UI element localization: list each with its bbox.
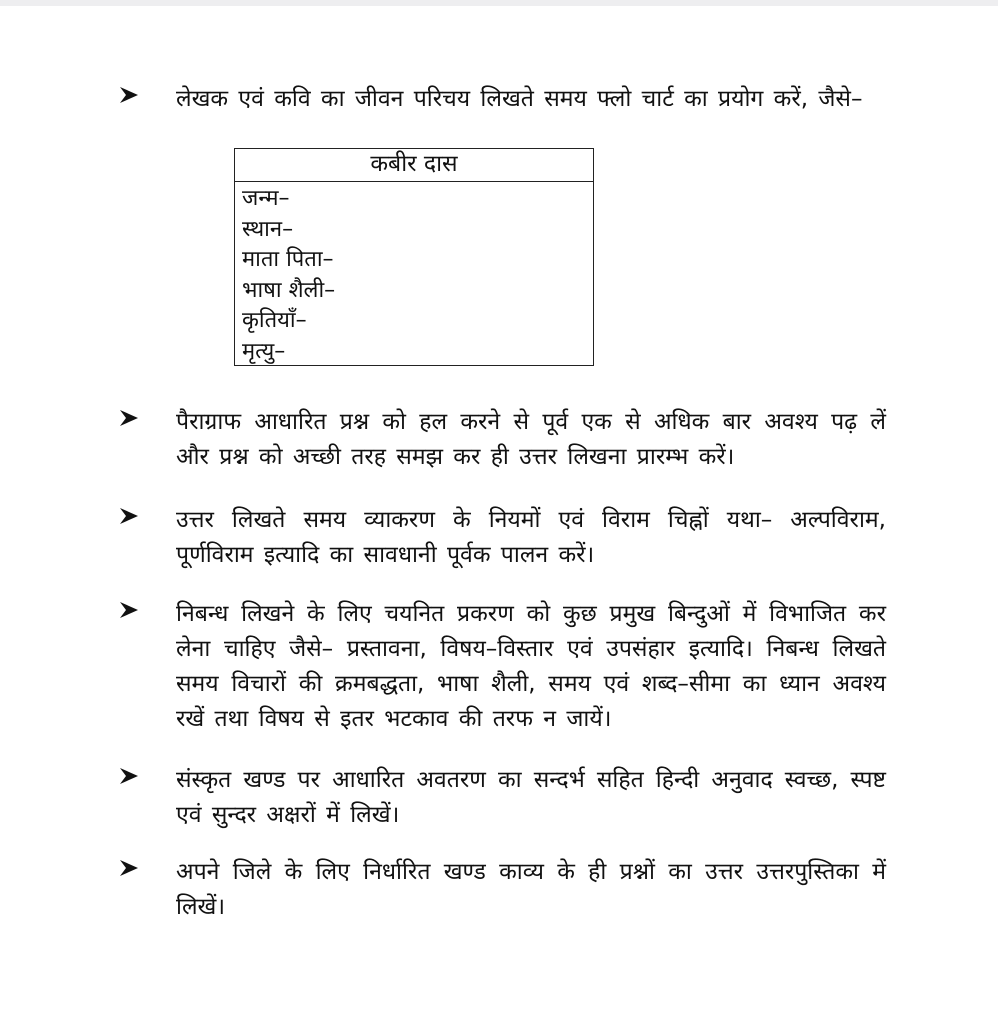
bullet-text-2: पैराग्राफ आधारित प्रश्न को हल करने से पूर्व एक से अधिक बार अवश्य पढ़ लें और प्रश्न को अच्छी तरह समझ कर ही उत्तर लिखना प्रारम्भ करें। — [176, 409, 886, 470]
flow-chart-box — [234, 148, 594, 366]
flow-chart-title: कबीर दास — [235, 149, 593, 182]
bullet-text-4: निबन्ध लिखने के लिए चयनित प्रकरण को कुछ प्रमुख बिन्दुओं में विभाजित कर लेना चाहिए जैसे– प्रस्तावना, विषय–विस्तार एवं उपसंहार इत्यादि। निबन्ध लिखते समय विचारों की क्रमबद्धता, भाषा शैली, समय एवं शब्द–सीमा का ध्यान अवश्य रखें तथा विषय से इतर भटकाव की तरफ न जायें। — [176, 601, 886, 732]
arrowhead-bullet-icon — [118, 84, 140, 106]
flow-chart-line: जन्म– — [242, 186, 290, 211]
bullet-text-5: संस्कृत खण्ड पर आधारित अवतरण का सन्दर्भ सहित हिन्दी अनुवाद स्वच्छ, स्पष्ट एवं सुन्दर अक्षरों में लिखें। — [176, 767, 886, 828]
bullet-text-1: लेखक एवं कवि का जीवन परिचय लिखते समय फ्लो चार्ट का प्रयोग करें, जैसे– — [176, 86, 863, 112]
flow-chart-lines — [235, 182, 593, 367]
arrowhead-bullet-icon — [118, 765, 140, 787]
arrowhead-bullet-icon — [118, 505, 140, 527]
bullet-text-3: उत्तर लिखते समय व्याकरण के नियमों एवं विराम चिह्नों यथा– अल्पविराम, पूर्णविराम इत्यादि का सावधानी पूर्वक पालन करें। — [176, 507, 886, 568]
flow-chart-line: माता पिता– — [242, 247, 334, 272]
arrowhead-bullet-icon — [118, 407, 140, 429]
arrowhead-bullet-icon — [118, 857, 140, 879]
flow-chart-line: भाषा शैली– — [242, 277, 336, 303]
arrowhead-bullet-icon — [118, 599, 140, 621]
flow-chart-line: कृतियाँ– — [242, 308, 307, 333]
flow-chart-line: स्थान– — [242, 216, 294, 242]
flow-chart-line: मृत्यु– — [242, 338, 286, 364]
bullet-text-6: अपने जिले के लिए निर्धारित खण्ड काव्य के ही प्रश्नों का उत्तर उत्तरपुस्तिका में लिखें। — [176, 859, 886, 920]
